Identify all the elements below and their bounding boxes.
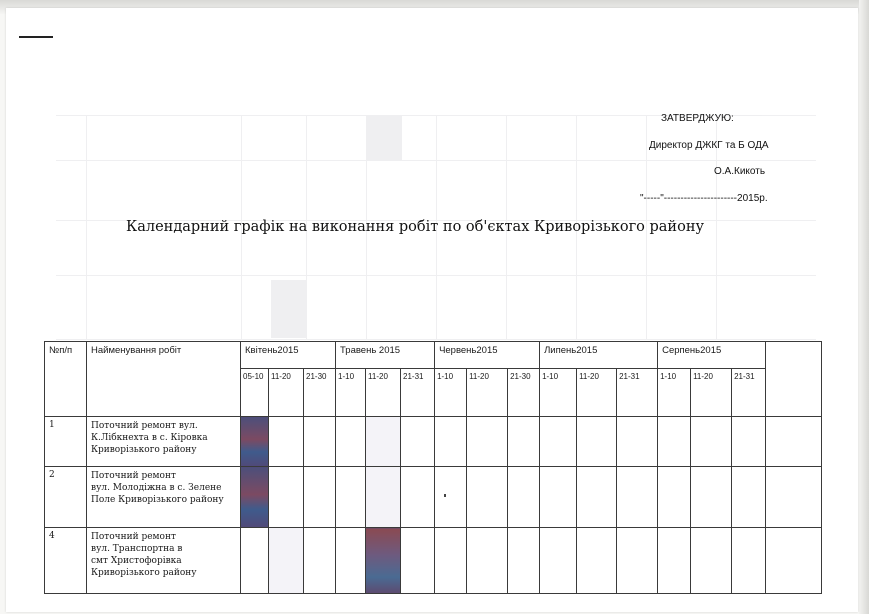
decade-label: 05-10	[243, 372, 264, 381]
decade-cell	[540, 369, 577, 417]
schedule-cell	[467, 417, 508, 467]
approval-heading: ЗАТВЕРДЖУЮ:	[661, 113, 734, 124]
work-line: Поле Криворізького району	[91, 495, 224, 505]
work-line: вул. Транспортна в	[91, 544, 183, 554]
schedule-cell	[435, 528, 467, 594]
pen-mark	[19, 36, 53, 38]
table-row	[45, 528, 822, 594]
scan-speck	[444, 494, 446, 497]
decade-label: 11-20	[693, 372, 713, 381]
header-month-june	[435, 342, 540, 369]
row-num	[45, 417, 87, 467]
header-num	[45, 342, 87, 417]
schedule-cell	[658, 528, 691, 594]
work-line: Криворізького району	[91, 568, 197, 578]
decade-cell	[732, 369, 766, 417]
schedule-cell	[336, 528, 366, 594]
schedule-cell	[658, 467, 691, 528]
header-month-april	[241, 342, 336, 369]
decade-cell	[336, 369, 366, 417]
table-row	[45, 417, 822, 467]
month-label: Квітень2015	[245, 345, 299, 356]
approval-date-line: "-----"----------------------2015р.	[640, 193, 768, 204]
decade-label: 11-20	[271, 372, 291, 381]
decade-label: 1-10	[660, 372, 677, 381]
schedule-cell	[577, 528, 617, 594]
month-label: Травень 2015	[340, 345, 401, 356]
schedule-cell	[304, 528, 336, 594]
schedule-cell	[540, 528, 577, 594]
schedule-cell	[366, 417, 401, 467]
header-name	[87, 342, 241, 417]
schedule-cell	[766, 467, 822, 528]
schedule-cell	[732, 467, 766, 528]
schedule-cell	[336, 467, 366, 528]
table-row	[45, 467, 822, 528]
approval-signatory: О.А.Кикоть	[714, 166, 766, 177]
schedule-cell	[691, 528, 732, 594]
schedule-cell	[304, 467, 336, 528]
work-line: вул. Молодіжна в с. Зелене	[91, 483, 222, 493]
decade-cell	[435, 369, 467, 417]
row-num-label: 1	[49, 420, 55, 430]
header-month-july	[540, 342, 658, 369]
decade-cell	[617, 369, 658, 417]
schedule-cell	[467, 467, 508, 528]
month-label: Липень2015	[544, 345, 598, 356]
decade-cell	[401, 369, 435, 417]
schedule-cell	[467, 528, 508, 594]
schedule-cell	[304, 417, 336, 467]
work-line: Поточний ремонт	[91, 471, 176, 481]
schedule-cell	[766, 528, 822, 594]
row-num-label: 4	[49, 531, 55, 541]
decade-label: 21-31	[403, 372, 424, 381]
schedule-cell	[269, 528, 304, 594]
schedule-cell	[435, 417, 467, 467]
month-label: Серпень2015	[662, 345, 722, 356]
decade-label: 11-20	[469, 372, 489, 381]
schedule-cell	[691, 417, 732, 467]
schedule-cell	[366, 467, 401, 528]
decade-cell	[467, 369, 508, 417]
document-title: Календарний графік на виконання робіт по об'єктах Криворізького району	[126, 219, 705, 235]
schedule-cell	[401, 417, 435, 467]
schedule-cell	[658, 417, 691, 467]
header-month-may	[336, 342, 435, 369]
schedule-cell	[269, 467, 304, 528]
decade-label: 11-20	[368, 372, 388, 381]
decade-label: 1-10	[338, 372, 355, 381]
schedule-cell	[269, 417, 304, 467]
decade-label: 21-31	[734, 372, 755, 381]
header-row-months	[45, 342, 822, 369]
schedule-bar	[241, 417, 269, 467]
work-line: К.Лібкнехта в с. Кіровка	[91, 433, 208, 443]
approval-position: Директор ДЖКГ та Б ОДА	[649, 140, 769, 151]
decade-cell	[508, 369, 540, 417]
work-description	[87, 467, 240, 508]
schedule-cell	[732, 417, 766, 467]
decade-label: 11-20	[579, 372, 599, 381]
row-num-label: 2	[49, 470, 55, 480]
schedule-cell	[577, 467, 617, 528]
schedule-cell	[435, 467, 467, 528]
work-line: Поточний ремонт	[91, 532, 176, 542]
schedule-cell	[617, 417, 658, 467]
work-description	[87, 528, 240, 581]
decade-label: 1-10	[542, 372, 559, 381]
schedule-cell	[540, 467, 577, 528]
scan-right-edge	[859, 0, 869, 614]
schedule-cell	[241, 528, 269, 594]
decade-cell	[241, 369, 269, 417]
schedule-cell	[540, 417, 577, 467]
schedule-cell	[617, 467, 658, 528]
schedule-cell	[336, 417, 366, 467]
work-description	[87, 417, 240, 458]
row-name	[87, 528, 241, 594]
decade-cell	[658, 369, 691, 417]
schedule-cell	[401, 528, 435, 594]
row-name	[87, 417, 241, 467]
decade-cell	[366, 369, 401, 417]
decade-cell	[691, 369, 732, 417]
header-extra	[766, 342, 822, 417]
header-num-label: №п/п	[49, 345, 73, 356]
work-line: Криворізького району	[91, 445, 197, 455]
row-num	[45, 528, 87, 594]
schedule-cell	[508, 467, 540, 528]
schedule-cell	[508, 417, 540, 467]
decade-label: 1-10	[437, 372, 454, 381]
month-label: Червень2015	[439, 345, 498, 356]
schedule-cell	[577, 417, 617, 467]
work-line: смт Христофорівка	[91, 556, 182, 566]
work-line: Поточний ремонт вул.	[91, 421, 198, 431]
decade-cell	[269, 369, 304, 417]
decade-label: 21-30	[306, 372, 327, 381]
header-month-august	[658, 342, 766, 369]
decade-cell	[577, 369, 617, 417]
schedule-cell	[617, 528, 658, 594]
row-num	[45, 467, 87, 528]
row-name	[87, 467, 241, 528]
schedule-cell	[732, 528, 766, 594]
schedule-cell	[401, 467, 435, 528]
schedule-cell	[691, 467, 732, 528]
schedule-bar	[366, 528, 401, 594]
header-name-label: Найменування робіт	[91, 345, 182, 356]
schedule-bar	[241, 467, 269, 528]
schedule-cell	[766, 417, 822, 467]
schedule-cell	[508, 528, 540, 594]
schedule-table	[44, 341, 822, 594]
decade-label: 21-31	[619, 372, 640, 381]
decade-label: 21-30	[510, 372, 531, 381]
decade-cell	[304, 369, 336, 417]
